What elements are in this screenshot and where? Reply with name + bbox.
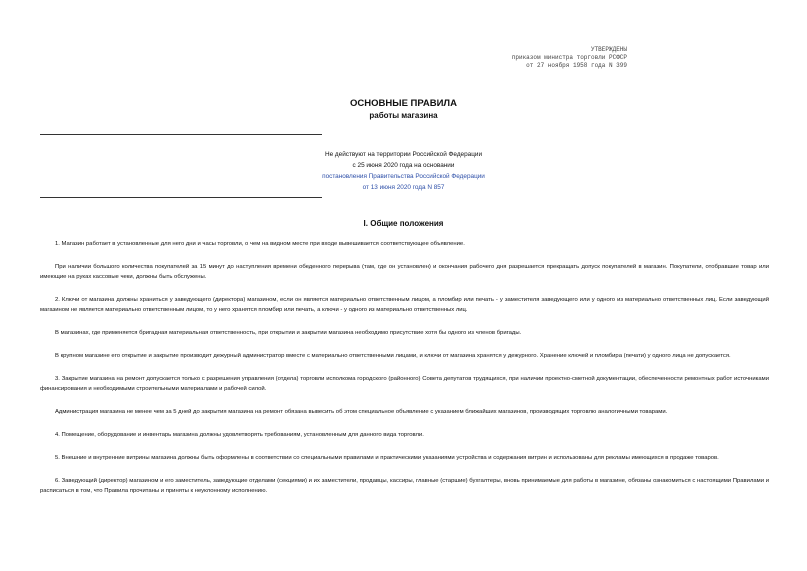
approval-stamp — [512, 46, 627, 70]
document-body — [40, 239, 769, 509]
approval-line-3: от 27 ноября 1958 года N 399 — [526, 62, 627, 69]
paragraph: В магазинах, где применяется бригадная материальная ответственность, при открытии и закрытии магазина необходимо присутствие хотя бы одного из членов бригады. — [55, 330, 522, 337]
paragraph: 2. Ключи от магазина должны храниться у заведующего (директора) магазином, если он является материально ответственным лицом, а пломбир или печать - у заместителя заведующего или у одного из материально ответственных лиц. Если заведующий магазином не является материально ответственным лицом, то у него хранятся пломбир или печать, а ключи - у одного из материально ответственных лиц. — [40, 297, 769, 314]
validity-status — [0, 149, 807, 193]
divider-top — [40, 134, 322, 135]
paragraph: При наличии большого количества покупателей за 15 минут до наступления времени обеденного перерыва (там, где он установлен) и окончания рабочего дня разрешается прекращать допуск покупателей в магазин. Покупатели, отобравшие товар или имеющие на руках кассовые чеки, должны быть обслужены. — [40, 263, 769, 281]
paragraph: 4. Помещение, оборудование и инвентарь магазина должны удовлетворять требованиям, установленным для данного вида торговли. — [55, 432, 424, 439]
divider-bottom — [40, 197, 322, 198]
section-heading: I. Общие положения — [363, 219, 444, 228]
document-title: ОСНОВНЫЕ ПРАВИЛА — [350, 98, 457, 109]
paragraph: 3. Закрытие магазина на ремонт допускается только с разрешения управления (отдела) торговли исполкома городского (районного) Совета депутатов трудящихся, при наличии проектно-сметной документации, обеспеченности ремонтных работ источниками финансирования и необходимыми строительными материалами и рабочей силой. — [40, 376, 769, 393]
document-header — [0, 98, 807, 121]
paragraph: 6. Заведующий (директор) магазином и его заместитель, заведующие отделами (секциями) и их заместители, продавцы, кассиры, главные (старшие) бухгалтеры, вновь принимаемые для работы в магазине, обязаны ознакомиться с настоящими Правилами и расписаться в том, что Правила прочитаны и приняты к неуклонному исполнению. — [40, 477, 769, 495]
decree-date-link[interactable]: от 13 июня 2020 года N 857 — [362, 184, 445, 191]
approval-line-2: приказом министра торговли РСФСР — [511, 54, 627, 61]
status-line-1: Не действуют на территории Российской Федерации — [324, 151, 483, 158]
status-line-2: с 25 июня 2020 года на основании — [352, 162, 455, 169]
document-subtitle: работы магазина — [369, 111, 438, 120]
government-decree-link[interactable]: постановления Правительства Российской Федерации — [322, 173, 485, 180]
paragraph: В крупном магазине его открытие и закрытие производит дежурный администратор вместе с материально ответственными лицами, и ключи от магазина хранятся у дежурного. Хранение ключей и пломбира (печати) у одного лица не допускается. — [55, 353, 731, 360]
paragraph: 5. Внешние и внутренние витрины магазина должны быть оформлены в соответствии со специальными правилами и практическими указаниями устройства и содержания витрин и использованы для рекламы имеющихся в продаже товаров. — [55, 455, 719, 462]
approval-line-1: УТВЕРЖДЕНЫ — [590, 46, 627, 53]
paragraph: 1. Магазин работает в установленные для него дни и часы торговли, о чем на видном месте при входе вывешивается соответствующее объявление. — [55, 241, 465, 247]
paragraph: Администрация магазина не менее чем за 5 дней до закрытия магазина на ремонт обязана вывесить об этом специальное объявление с указанием ближайших магазинов, производящих торговлю аналогичными товарами. — [55, 409, 668, 416]
